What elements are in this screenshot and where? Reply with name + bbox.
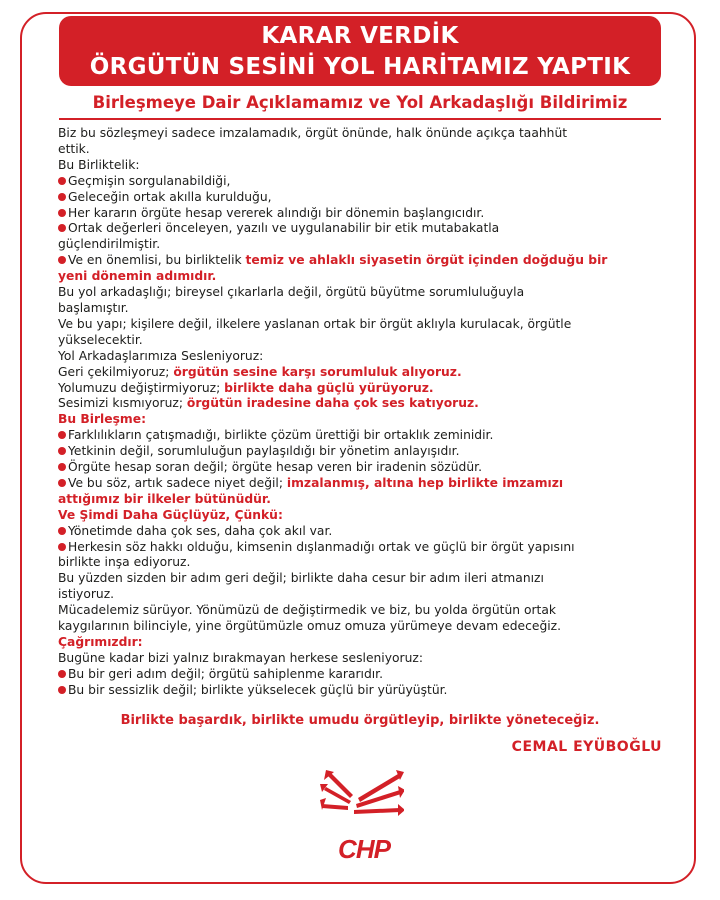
subtitle-underline [59,118,661,120]
text-line: kaygılarının bilinciyle, yine örgütümüzle omuz omuza yürümeye devam edeceğiz. [58,619,562,634]
subtitle: Birleşmeye Dair Açıklamamız ve Yol Arkadaşlığı Bildirimiz [92,93,628,112]
bullet-dot-icon [58,670,66,678]
section-heading-red: Bu Birleşme: [58,412,147,427]
banner-line-1: KARAR VERDİK [261,23,459,49]
text-line: Bu yol arkadaşlığı; bireysel çıkarlarla değil, örgütü büyütme sorumluluğuyla [58,285,525,300]
bullet-dot-icon [58,543,66,551]
bullet-dot-icon [58,177,66,185]
chp-logo-text: CHP [338,834,390,864]
bullet-dot-icon [58,686,66,694]
bullet-item: Bu bir sessizlik değil; birlikte yükselecek güçlü bir yürüyüştür. [58,683,670,699]
text-line: Geri çekilmiyoruz; örgütün sesine karşı sorumluluk alıyoruz. [58,364,462,379]
bullet-item: Geleceğin ortak akılla kurulduğu, [58,190,670,206]
bullet-dot-icon [58,256,66,264]
text-line: başlamıştır. [58,300,129,315]
statement-body [58,126,670,699]
highlight-text: imzalanmış, altına hep birlikte imzamızı [286,475,564,490]
bullet-item: Ortak değerleri önceleyen, yazılı ve uygulanabilir bir etik mutabakatla [58,221,670,237]
banner-line-2: ÖRGÜTÜN SESİNİ YOL HARİTAMIZ YAPTIK [89,54,631,80]
bullet-item: Her kararın örgüte hesap vererek alındığı bir dönemin başlangıcıdır. [58,206,670,222]
text-line: yükselecektir. [58,332,143,347]
bullet-item: Geçmişin sorgulanabildiği, [58,174,670,190]
bullet-item: Bu bir geri adım değil; örgütü sahiplenme kararıdır. [58,667,670,683]
text-line: Yolumuzu değiştirmiyoruz; birlikte daha güçlü yürüyoruz. [58,380,434,395]
text-line: istiyoruz. [58,587,115,602]
bullet-item: Örgüte hesap soran değil; örgüte hesap veren bir iradenin sözüdür. [58,460,670,476]
highlight-text: birlikte daha güçlü yürüyoruz. [224,380,434,395]
bullet-item: Yetkinin değil, sorumluluğun paylaşıldığı bir yönetim anlayışıdır. [58,444,670,460]
bullet-dot-icon [58,224,66,232]
bullet-item: Herkesin söz hakkı olduğu, kimsenin dışlanmadığı ortak ve güçlü bir örgüt yapısını [58,540,670,556]
bullet-item: Ve en önemlisi, bu birliktelik temiz ve ahlaklı siyasetin örgüt içinden doğduğu bir [58,253,670,269]
text-line: ettik. [58,141,90,156]
highlight-text: temiz ve ahlaklı siyasetin örgüt içinden doğduğu bir [245,253,608,268]
bullet-item: Ve bu söz, artık sadece niyet değil; imzalanmış, altına hep birlikte imzamızı [58,476,670,492]
section-heading: Yol Arkadaşlarımıza Sesleniyoruz: [58,348,264,363]
highlight-text: yeni dönemin adımıdır. [58,269,217,284]
text-line: birlikte inşa ediyoruz. [58,555,191,570]
closing-statement: Birlikte başardık, birlikte umudu örgütleyip, birlikte yöneteceğiz. [120,713,600,728]
bullet-dot-icon [58,479,66,487]
bullet-dot-icon [58,447,66,455]
bullet-item: Farklılıkların çatışmadığı, birlikte çözüm ürettiği bir ortaklık zeminidir. [58,428,670,444]
section-heading-red: Çağrımızdır: [58,635,143,649]
bullet-dot-icon [58,209,66,217]
text-line: Bu yüzden sizden bir adım geri değil; birlikte daha cesur bir adım ileri atmanızı [58,571,544,586]
text-line: Sesimizi kısmıyoruz; örgütün iradesine daha çok ses katıyoruz. [58,396,479,411]
text-line: Ve bu yapı; kişilere değil, ilkelere yaslanan ortak bir örgüt aklıyla kurulacak, örgütle [58,316,572,331]
signature: CEMAL EYÜBOĞLU [511,739,662,755]
section-heading: Bu Birliktelik: [58,157,140,172]
header-banner [59,16,661,86]
bullet-dot-icon [58,431,66,439]
bullet-dot-icon [58,463,66,471]
bullet-dot-icon [58,527,66,535]
text-line: Biz bu sözleşmeyi sadece imzalamadık, örgüt önünde, halk önünde açıkça taahhüt [58,126,568,140]
highlight-text: örgütün sesine karşı sorumluluk alıyoruz. [173,364,462,379]
section-heading-red: Ve Şimdi Daha Güçlüyüz, Çünkü: [58,507,283,522]
text-line: Mücadelemiz sürüyor. Yönümüzü de değiştirmedik ve biz, bu yolda örgütün ortak [58,603,557,618]
bullet-dot-icon [58,193,66,201]
text-line: Bugüne kadar bizi yalnız bırakmayan herkese sesleniyoruz: [58,650,423,665]
bullet-item: Yönetimde daha çok ses, daha çok akıl var. [58,524,670,540]
text-line: güçlendirilmiştir. [58,237,161,252]
highlight-text: örgütün iradesine daha çok ses katıyoruz. [186,396,479,411]
highlight-text: attığımız bir ilkeler bütünüdür. [58,491,271,506]
